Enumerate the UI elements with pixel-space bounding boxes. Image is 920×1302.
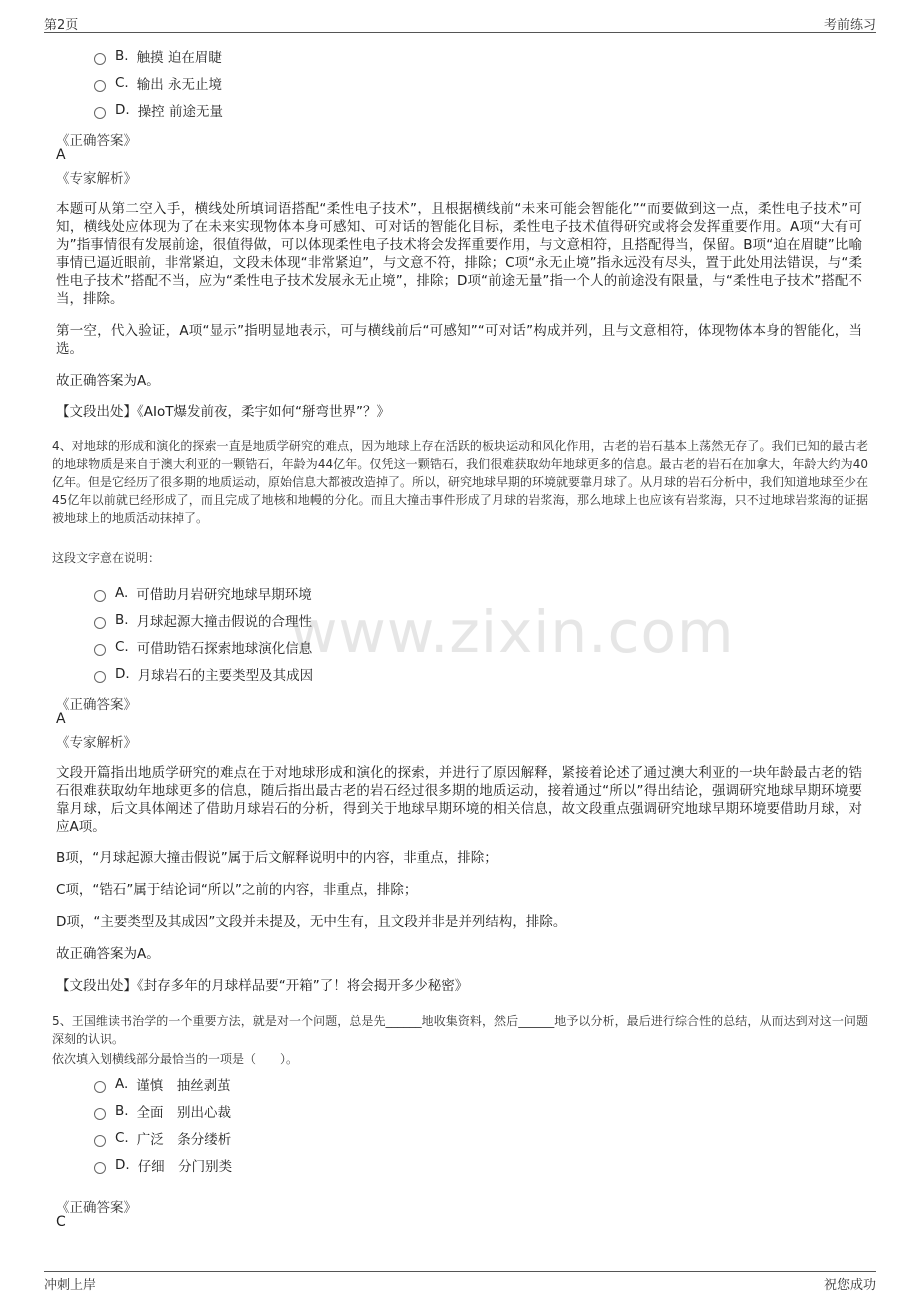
radio-icon[interactable] — [94, 671, 106, 683]
analysis-conclusion: 故正确答案为A。 — [56, 373, 160, 389]
question-stem: 4、对地球的形成和演化的探索一直是地质学研究的难点，因为地球上存在活跃的板块运动和风化作用，古老的岩石基本上荡然无存了。我们已知的最古老的地球物质是来自于澳大利亚的一颗锆石，年龄为44亿年。仅凭这一颗锆石，我们很难获取幼年地球更多的信息。最古老的岩石在加拿大，年龄大约为40亿年。但是它经历了很多期的地质运动，原始信息大都被改造掉了。所以，研究地球早期的环境就要靠月球了。从月球的岩石分析中，我们知道地球至少在45亿年以前就已经形成了，而且完成了地核和地幔的分化。而且大撞击事件形成了月球的岩浆海，那么地球上也应该有岩浆海，只不过地球岩浆海的证据被地球上的地质活动抹掉了。 — [52, 439, 869, 525]
answer-label: 《正确答案》 — [56, 697, 137, 713]
radio-icon[interactable] — [94, 590, 106, 602]
option-text: 触摸 迫在眉睫 — [136, 50, 222, 66]
radio-icon[interactable] — [94, 107, 106, 119]
option-letter: D. — [115, 1157, 130, 1173]
footer-right: 祝您成功 — [823, 1278, 876, 1293]
radio-icon[interactable] — [94, 617, 106, 629]
option-letter: A. — [115, 585, 129, 601]
option-text: 月球岩石的主要类型及其成因 — [137, 668, 314, 684]
option-letter: C. — [115, 75, 129, 91]
q5-option-c[interactable] — [94, 1128, 231, 1148]
option-text: 可借助月岩研究地球早期环境 — [136, 587, 312, 603]
question-stem: 5、王国维读书治学的一个重要方法，就是对一个问题，总是先______地收集资料，然后______地予以分析，最后进行综合性的总结，从而达到对这一问题深刻的认识。 — [52, 1014, 868, 1046]
radio-icon[interactable] — [94, 80, 106, 92]
answer-label: 《正确答案》 — [56, 133, 137, 149]
source-citation: 【文段出处】《封存多年的月球样品要“开箱”了！将会揭开多少秘密》 — [56, 978, 469, 994]
answer-value: C — [56, 1214, 66, 1230]
radio-icon[interactable] — [94, 1081, 106, 1093]
question-prompt: 依次填入划横线部分最恰当的一项是（ ）。 — [52, 1052, 299, 1066]
option-letter: D. — [115, 666, 130, 682]
source-citation: 【文段出处】《AIoT爆发前夜，柔宇如何“掰弯世界”？》 — [56, 404, 390, 420]
analysis-paragraph: D项，“主要类型及其成因”文段并未提及，无中生有，且文段并非是并列结构，排除。 — [56, 914, 567, 930]
option-letter: B. — [115, 612, 129, 628]
header-title: 考前练习 — [823, 18, 876, 33]
analysis-paragraph: 本题可从第二空入手，横线处所填词语搭配“柔性电子技术”，且根据横线前“未来可能会智能化”“而要做到这一点，柔性电子技术”可知，横线处应体现为了在未来实现物体本身可感知、可对话的智能化目标，柔性电子技术值得研究或将会发挥重要作用。A项“大有可为”指事情很有发展前途，很值得做，可以体现柔性电子技术将会发挥重要作用，与文意相符，且搭配得当，保留。B项“迫在眉睫”比喻事情已逼近眼前，非常紧迫，文段未体现“非常紧迫”，与文意不符，排除；C项“永无止境”指永远没有尽头，置于此处用法错误，与“柔性电子技术”搭配不当，应为“柔性电子技术发展永无止境”，排除；D项“前途无量”指一个人的前途没有限量，与“柔性电子技术”搭配不当，排除。 — [56, 201, 862, 307]
radio-icon[interactable] — [94, 1162, 106, 1174]
option-text: 广泛 条分缕析 — [136, 1132, 232, 1148]
analysis-label: 《专家解析》 — [56, 171, 137, 187]
analysis-paragraph: C项，“锆石”属于结论词“所以”之前的内容，非重点，排除； — [56, 882, 418, 898]
watermark: www.zixin.com — [290, 598, 735, 666]
option-text: 输出 永无止境 — [136, 77, 223, 93]
q5-option-a[interactable] — [94, 1074, 231, 1094]
option-text: 仔细 分门别类 — [137, 1159, 233, 1175]
answer-value: A — [56, 711, 66, 727]
radio-icon[interactable] — [94, 644, 106, 656]
option-text: 可借助锆石探索地球演化信息 — [136, 641, 313, 657]
option-letter: D. — [115, 102, 130, 118]
radio-icon[interactable] — [94, 1135, 106, 1147]
analysis-paragraph: 第一空，代入验证，A项“显示”指明显地表示，可与横线前后“可感知”“可对话”构成并列，且与文意相符，体现物体本身的智能化，当选。 — [56, 323, 862, 357]
option-text: 操控 前途无量 — [137, 104, 223, 120]
question-prompt: 这段文字意在说明： — [52, 551, 161, 565]
option-letter: B. — [115, 48, 129, 64]
q3-option-b[interactable] — [94, 46, 222, 66]
analysis-conclusion: 故正确答案为A。 — [56, 946, 160, 962]
answer-value: A — [56, 147, 66, 163]
radio-icon[interactable] — [94, 53, 106, 65]
analysis-label: 《专家解析》 — [56, 735, 137, 751]
option-letter: B. — [115, 1103, 129, 1119]
option-text: 月球起源大撞击假说的合理性 — [136, 614, 313, 630]
option-letter: A. — [115, 1076, 129, 1092]
option-letter: C. — [115, 639, 129, 655]
q4-option-c[interactable] — [94, 637, 312, 657]
analysis-paragraph: B项，“月球起源大撞击假说”属于后文解释说明中的内容，非重点，排除； — [56, 850, 498, 866]
analysis-paragraph: 文段开篇指出地质学研究的难点在于对地球形成和演化的探索，并进行了原因解释，紧接着论述了通过澳大利亚的一块年龄最古老的锆石很难获取幼年地球更多的信息，随后指出最古老的岩石经过很多期的地质运动，接着通过“所以”得出结论，强调研究地球早期环境要靠月球，后文具体阐述了借助月球岩石的分析，得到关于地球早期环境的相关信息，故文段重点强调研究地球早期环境要借助月球，对应A项。 — [56, 765, 862, 835]
radio-icon[interactable] — [94, 1108, 106, 1120]
option-text: 全面 别出心裁 — [136, 1105, 232, 1121]
q3-option-c[interactable] — [94, 73, 222, 93]
q5-option-d[interactable] — [94, 1155, 232, 1175]
q4-option-b[interactable] — [94, 610, 312, 630]
q4-option-d[interactable] — [94, 664, 313, 684]
option-text: 谨慎 抽丝剥茧 — [136, 1078, 231, 1094]
answer-label: 《正确答案》 — [56, 1200, 137, 1216]
page-header — [44, 14, 876, 33]
page-number: 第2页 — [44, 18, 79, 33]
q5-option-b[interactable] — [94, 1101, 231, 1121]
q4-option-a[interactable] — [94, 583, 312, 603]
page-footer — [44, 1271, 876, 1292]
q3-option-d[interactable] — [94, 100, 223, 120]
option-letter: C. — [115, 1130, 129, 1146]
footer-left: 冲刺上岸 — [44, 1278, 97, 1293]
